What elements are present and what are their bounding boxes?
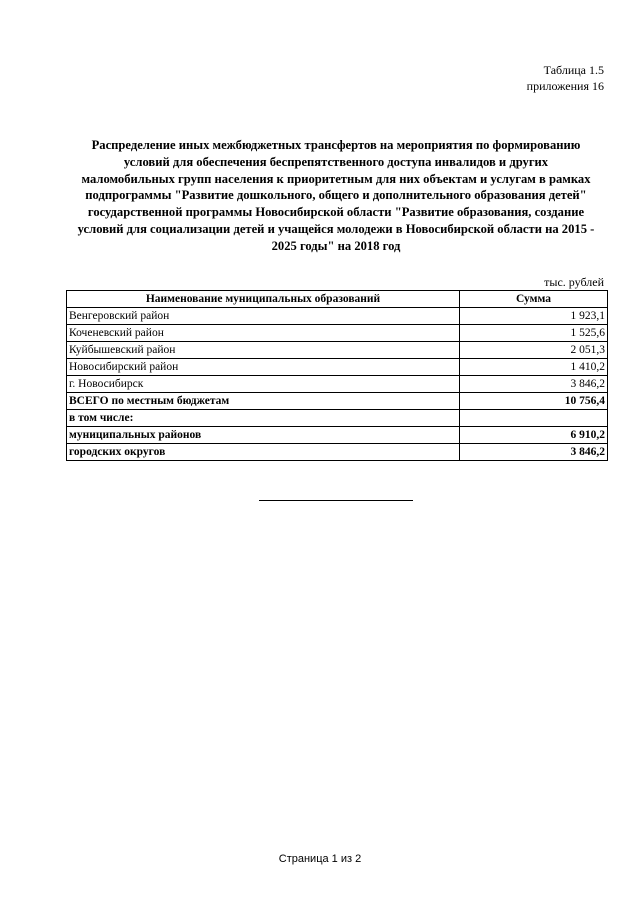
table-number: Таблица 1.5 [543, 63, 604, 77]
subtotal-row [67, 444, 608, 461]
appendix-number: приложения 16 [526, 79, 604, 93]
municipality-name: Венгеровский район [67, 308, 460, 325]
title-line: условий для обеспечения беспрепятственного доступа инвалидов и других [123, 154, 549, 169]
municipality-name: г. Новосибирск [67, 376, 460, 393]
amount-cell: 2 051,3 [460, 342, 608, 359]
table-row [67, 325, 608, 342]
amount-cell: 3 846,2 [460, 376, 608, 393]
title-line: 2025 годы" на 2018 год [271, 238, 401, 253]
table-row [67, 342, 608, 359]
including-row [67, 410, 608, 427]
end-divider [259, 500, 413, 501]
municipality-name: Коченевский район [67, 325, 460, 342]
document-title [60, 137, 612, 255]
table-row [67, 376, 608, 393]
total-row [67, 393, 608, 410]
total-amount: 10 756,4 [460, 393, 608, 410]
subtotal-label: муниципальных районов [67, 427, 460, 444]
subtotal-amount: 3 846,2 [460, 444, 608, 461]
amount-cell: 1 525,6 [460, 325, 608, 342]
title-line: Распределение иных межбюджетных трансфертов на мероприятия по формированию [91, 138, 581, 152]
subtotal-amount: 6 910,2 [460, 427, 608, 444]
total-label: ВСЕГО по местным бюджетам [67, 393, 460, 410]
empty-cell [460, 410, 608, 427]
table-reference [527, 62, 604, 94]
subtotal-row [67, 427, 608, 444]
title-line: маломобильных групп населения к приоритетным для них объектам и услугам в рамках [81, 171, 591, 186]
amount-cell: 1 410,2 [460, 359, 608, 376]
amount-cell: 1 923,1 [460, 308, 608, 325]
units-label: тыс. рублей [544, 275, 604, 289]
distribution-table [66, 290, 608, 461]
table-header-row [67, 291, 608, 308]
page-number: Страница 1 из 2 [278, 853, 362, 865]
title-line: условий для социализации детей и учащейся молодежи в Новосибирской области на 2015 - [77, 221, 595, 236]
including-label: в том числе: [67, 410, 460, 427]
table-row [67, 359, 608, 376]
subtotal-label: городских округов [67, 444, 460, 461]
table-row [67, 308, 608, 325]
municipality-name: Куйбышевский район [67, 342, 460, 359]
column-header-name: Наименование муниципальных образований [67, 291, 460, 308]
title-line: подпрограммы "Развитие дошкольного, общего и дополнительного образования детей" [85, 188, 587, 203]
column-header-amount: Сумма [460, 291, 608, 308]
title-line: государственной программы Новосибирской области "Развитие образования, создание [87, 205, 585, 220]
municipality-name: Новосибирский район [67, 359, 460, 376]
